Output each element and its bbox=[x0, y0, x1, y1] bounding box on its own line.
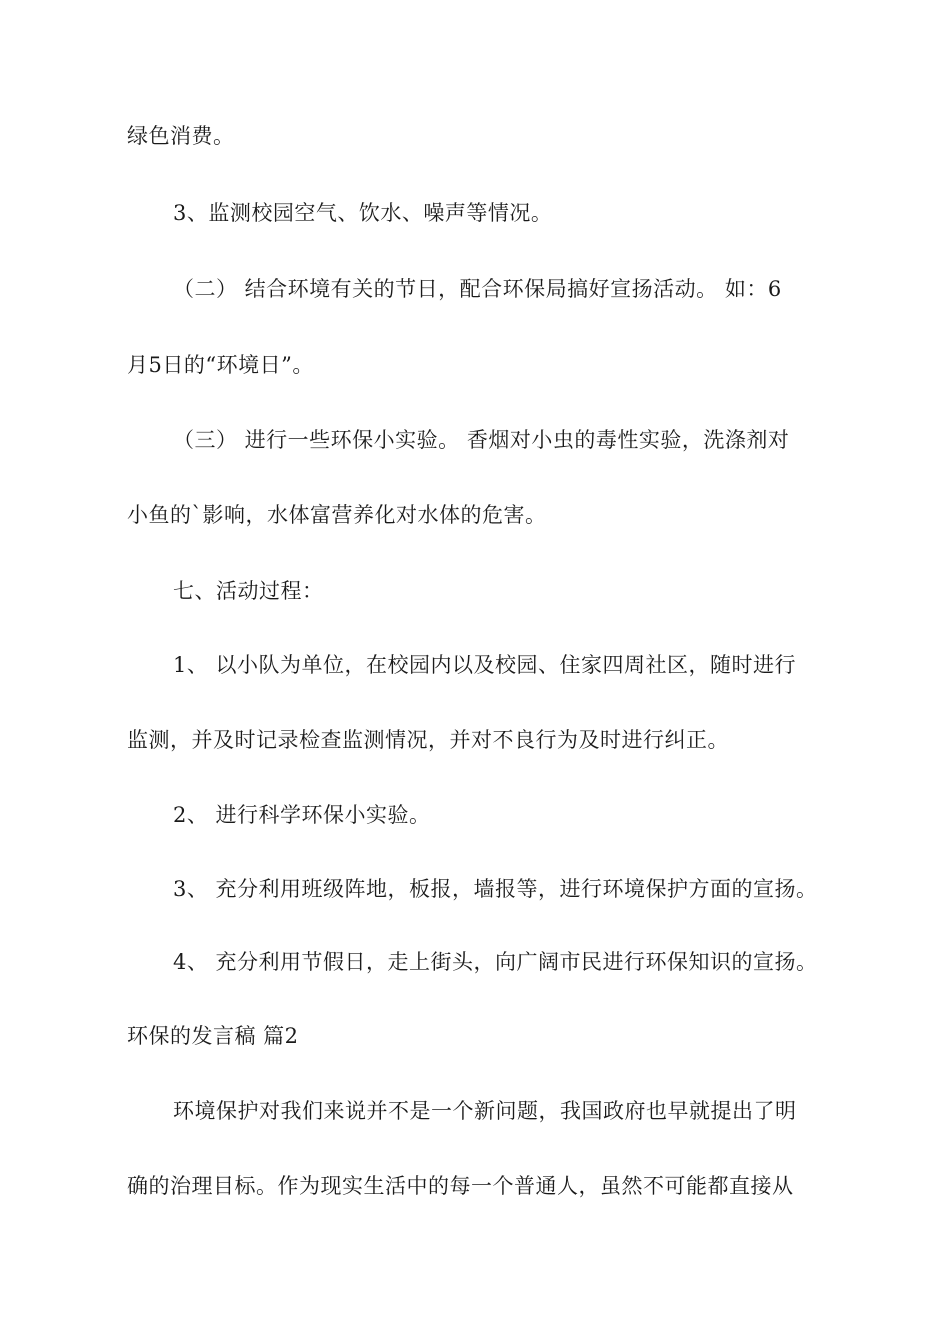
paragraph-line: 环境保护对我们来说并不是一个新问题，我国政府也早就提出了明 bbox=[173, 1099, 797, 1123]
paragraph-line: 4、 充分利用节假日，走上街头，向广阔市民进行环保知识的宣扬。 bbox=[173, 950, 818, 974]
section-heading: 七、活动过程： bbox=[173, 579, 324, 603]
paragraph-line: 小鱼的`影响，水体富营养化对水体的危害。 bbox=[127, 503, 547, 527]
paragraph-line: 3、监测校园空气、饮水、噪声等情况。 bbox=[173, 201, 553, 225]
paragraph-line: 1、 以小队为单位，在校园内以及校园、住家四周社区，随时进行 bbox=[173, 653, 797, 677]
paragraph-line: 2、 进行科学环保小实验。 bbox=[173, 803, 431, 827]
paragraph-line: 3、 充分利用班级阵地，板报，墙报等，进行环境保护方面的宣扬。 bbox=[173, 877, 818, 901]
paragraph-line: 月5日的“环境日”。 bbox=[127, 353, 314, 377]
paragraph-line: 确的治理目标。作为现实生活中的每一个普通人，虽然不可能都直接从 bbox=[127, 1174, 794, 1198]
paragraph-line: （三） 进行一些环保小实验。 香烟对小虫的毒性实验，洗涤剂对 bbox=[173, 428, 790, 452]
paragraph-line: （二） 结合环境有关的节日，配合环保局搞好宣扬活动。 如：6 bbox=[173, 277, 782, 301]
paragraph-line: 绿色消费。 bbox=[127, 124, 235, 148]
article-title: 环保的发言稿 篇2 bbox=[127, 1024, 299, 1048]
paragraph-line: 监测，并及时记录检查监测情况，并对不良行为及时进行纠正。 bbox=[127, 728, 729, 752]
